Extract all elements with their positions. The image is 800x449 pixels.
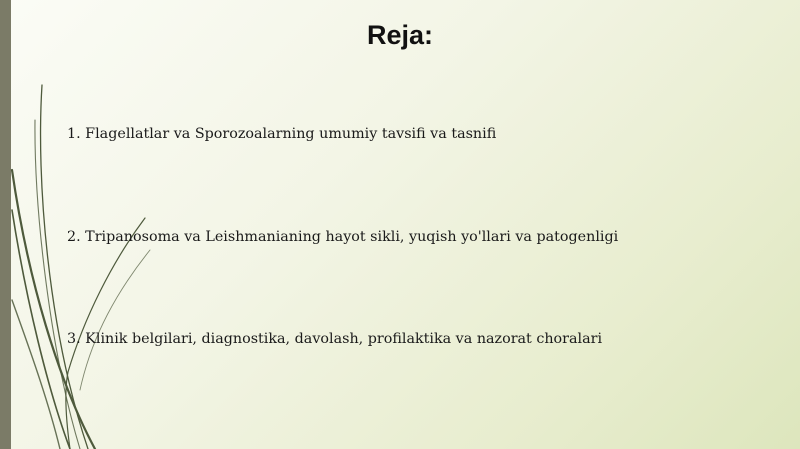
plan-item-3: 3. Klinik belgilari, diagnostika, davolash, profilaktika va nazorat choralari bbox=[67, 331, 603, 347]
plan-item-1: 1. Flagellatlar va Sporozoalarning umumiy tavsifi va tasnifi bbox=[67, 126, 497, 142]
plan-item-2: 2. Tripanosoma va Leishmanianing hayot sikli, yuqish yo'llari va patogenligi bbox=[67, 229, 619, 245]
slide-title: Reja: bbox=[366, 20, 434, 50]
